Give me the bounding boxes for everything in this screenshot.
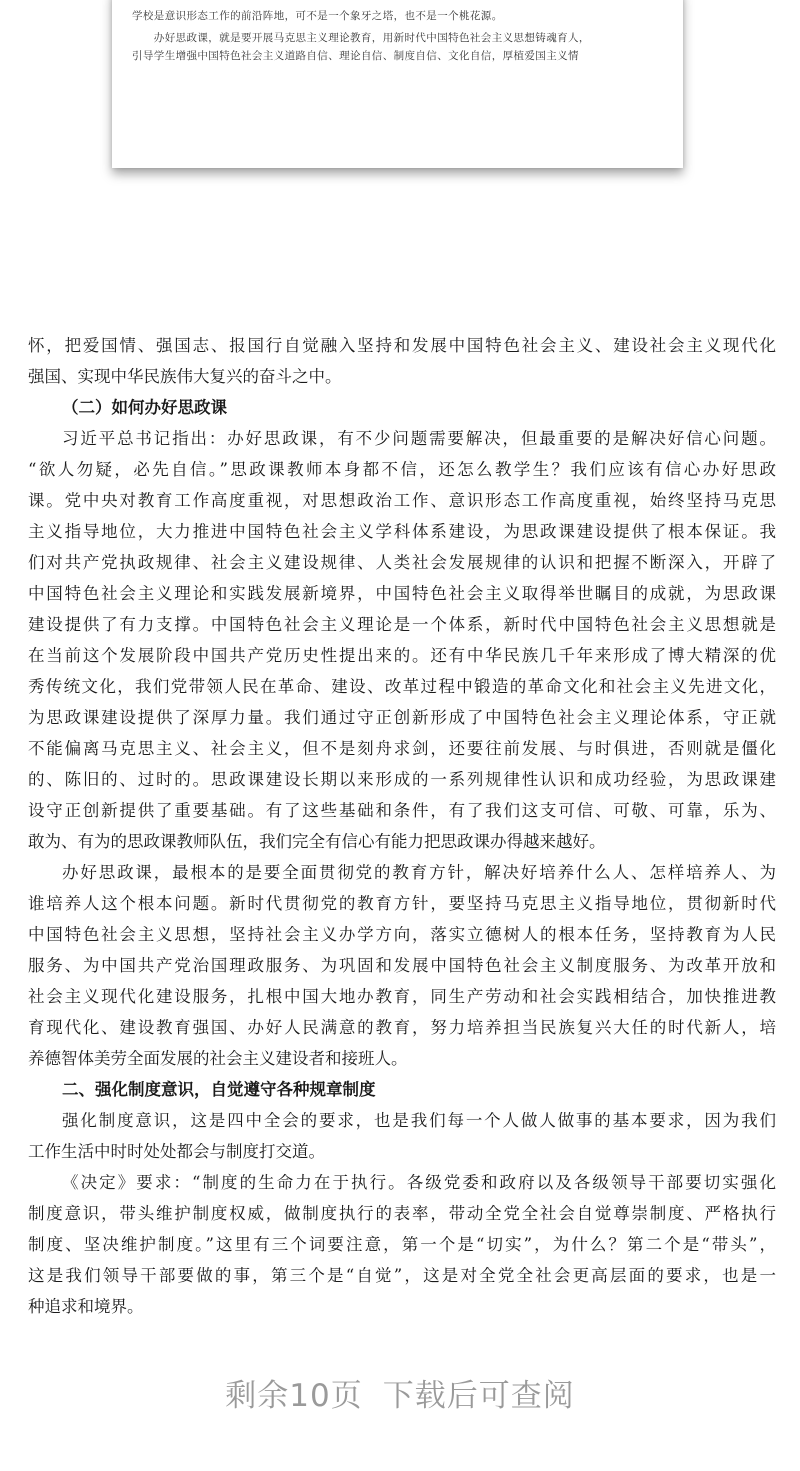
- text-line: 社会主义现代化建设服务，扎根中国大地办教育，同生产劳动和社会实践相结合，加快推进教: [28, 987, 776, 1006]
- text-line: 强国、实现中华民族伟大复兴的奋斗之中。: [28, 367, 342, 386]
- text-line: 怀，把爱国情、强国志、报国行自觉融入坚持和发展中国特色社会主义、建设社会主义现代化: [28, 336, 776, 355]
- remaining-pages-text: 剩余10页: [225, 1378, 363, 1414]
- paragraph: [28, 1167, 776, 1322]
- text-line: 《决定》要求：“制度的生命力在于执行。各级党委和政府以及各级领导干部要切实强化: [62, 1173, 776, 1192]
- text-line: 工作生活中时时处处都会与制度打交道。: [28, 1142, 325, 1161]
- text-line: 的、陈旧的、过时的。思政课建设长期以来形成的一系列规律性认识和成功经验，为思政课建: [28, 770, 776, 789]
- preview-line: 学校是意识形态工作的前沿阵地，可不是一个象牙之塔，也不是一个桃花源。: [132, 10, 503, 22]
- text-line: 制度、坚决维护制度。”这里有三个词要注意，第一个是“切实”，为什么？第二个是“带头”，: [28, 1235, 776, 1254]
- preview-line: 办好思政课，就是要开展马克思主义理论教育，用新时代中国特色社会主义思想铸魂育人，: [132, 32, 590, 44]
- text-line: 在当前这个发展阶段中国共产党历史性提出来的。还有中华民族几千年来形成了博大精深的优: [28, 646, 776, 665]
- text-line: 二、强化制度意识，自觉遵守各种规章制度: [62, 1080, 376, 1099]
- text-line: 这是我们领导干部要做的事，第三个是“自觉”，这是对全党全社会更高层面的要求，也是一: [28, 1266, 776, 1285]
- text-line: 主义指导地位，大力推进中国特色社会主义学科体系建设，为思政课建设提供了根本保证。我: [28, 522, 776, 541]
- text-line: 谁培养人这个根本问题。新时代贯彻党的教育方针，要坚持马克思主义指导地位，贯彻新时代: [28, 894, 776, 913]
- download-prompt[interactable]: [0, 1370, 800, 1415]
- text-line: “欲人勿疑，必先自信。”思政课教师本身都不信，还怎么教学生？我们应该有信心办好思政: [28, 460, 776, 479]
- text-line: 制度意识，带头维护制度权威，做制度执行的表率，带动全党全社会自觉尊崇制度、严格执行: [28, 1204, 776, 1223]
- text-line: 不能偏离马克思主义、社会主义，但不是刻舟求剑，还要往前发展、与时俱进，否则就是僵化: [28, 739, 776, 758]
- paragraph: [28, 857, 776, 1074]
- text-line: 育现代化、建设教育强国、办好人民满意的教育，努力培养担当民族复兴大任的时代新人，培: [28, 1018, 776, 1037]
- paragraph: [28, 330, 776, 392]
- text-line: 建设提供了有力支撑。中国特色社会主义理论是一个体系，新时代中国特色社会主义思想就是: [28, 615, 776, 634]
- download-hint-text: 下载后可查阅: [382, 1378, 575, 1414]
- paragraph: [28, 1105, 776, 1167]
- text-line: （二）如何办好思政课: [62, 398, 227, 417]
- text-line: 强化制度意识，这是四中全会的要求，也是我们每一个人做人做事的基本要求，因为我们: [62, 1111, 776, 1130]
- text-line: 办好思政课，最根本的是要全面贯彻党的教育方针，解决好培养什么人、怎样培养人、为: [62, 863, 776, 882]
- text-line: 们对共产党执政规律、社会主义建设规律、人类社会发展规律的认识和把握不断深入，开辟了: [28, 553, 776, 572]
- text-line: 课。党中央对教育工作高度重视，对思想政治工作、意识形态工作高度重视，始终坚持马克思: [28, 491, 776, 510]
- text-line: 敢为、有为的思政课教师队伍，我们完全有信心有能力把思政课办得越来越好。: [28, 832, 606, 851]
- text-line: 设守正创新提供了重要基础。有了这些基础和条件，有了我们这支可信、可敬、可靠，乐为、: [28, 801, 776, 820]
- text-line: 服务、为中国共产党治国理政服务、为巩固和发展中国特色社会主义制度服务、为改革开放和: [28, 956, 776, 975]
- text-line: 养德智体美劳全面发展的社会主义建设者和接班人。: [28, 1049, 408, 1068]
- text-line: 秀传统文化，我们党带领人民在革命、建设、改革过程中锻造的革命文化和社会主义先进文化，: [28, 677, 776, 696]
- text-line: 中国特色社会主义理论和实践发展新境界，中国特色社会主义取得举世瞩目的成就，为思政课: [28, 584, 776, 603]
- section-heading: [28, 1074, 776, 1105]
- text-line: 习近平总书记指出：办好思政课，有不少问题需要解决，但最重要的是解决好信心问题。: [62, 429, 776, 448]
- text-line: 为思政课建设提供了深厚力量。我们通过守正创新形成了中国特色社会主义理论体系，守正就: [28, 708, 776, 727]
- text-line: 种追求和境界。: [28, 1297, 144, 1316]
- document-body: [28, 330, 776, 1322]
- preview-page-image: [112, 0, 683, 168]
- section-heading: [28, 392, 776, 423]
- preview-line: 引导学生增强中国特色社会主义道路自信、理论自信、制度自信、文化自信，厚植爱国主义情: [132, 50, 579, 62]
- paragraph: [28, 423, 776, 857]
- text-line: 中国特色社会主义思想，坚持社会主义办学方向，落实立德树人的根本任务，坚持教育为人民: [28, 925, 776, 944]
